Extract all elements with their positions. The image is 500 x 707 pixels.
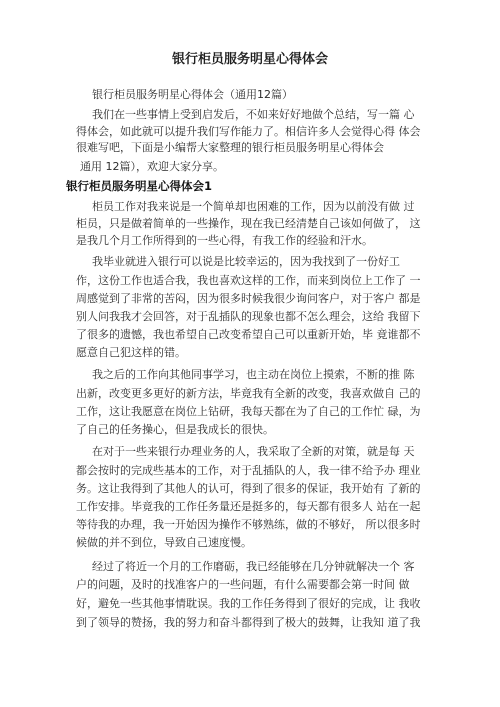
- intro-line: 我们在一些事情上受到启发后，不如来好好地做个总结，写一篇 心: [92, 108, 415, 121]
- paragraph-line: 工作，这让我愿意在岗位上钻研，我每天都在为了自己的工作忙 碌，为: [76, 405, 421, 418]
- intro-line: 得体会，如此就可以提升我们写作能力了。相信许多人会觉得心得 体会: [76, 125, 421, 138]
- paragraph-line: 是我几个月工作所得到的一些心得，有我工作的经验和汗水。: [76, 234, 373, 247]
- paragraph-line: 我毕业就进入银行可以说是比较幸运的，因为我找到了一份好工: [92, 255, 400, 268]
- paragraph-line: 到了领导的赞扬，我的努力和奋斗都得到了极大的鼓舞，让我知 道了我: [76, 616, 421, 629]
- document-subtitle: 银行柜员服务明星心得体会（通用12篇）: [92, 88, 293, 101]
- paragraph-line: 工作安排。毕竟我的工作任务量还是挺多的，每天都有很多人 站在一起: [76, 500, 421, 513]
- paragraph-line: 务。这让我得到了其他人的认可，得到了很多的保证，我开始有 了新的: [76, 482, 421, 495]
- paragraph-line: 我之后的工作向其他同事学习，也主动在岗位上摸索，不断的推 陈: [92, 368, 415, 381]
- paragraph-line: 周感觉到了非常的苦闷，因为很多时候我很少询问客户，对于客户 都是: [76, 292, 421, 305]
- paragraph-line: 别人问我我才会回答，对于乱插队的现象也都不怎么理会，这给 我留下: [76, 310, 421, 323]
- paragraph-line: 柜员工作对我来说是一个简单却也困难的工作，因为以前没有做 过: [92, 200, 415, 213]
- paragraph-line: 候做的并不到位，导致自己速度慢。: [76, 536, 252, 549]
- paragraph-line: 出新，改变更多更好的新方法，毕竟我有全新的改变，我喜欢做自 己的: [76, 387, 421, 400]
- paragraph-line: 愿意自己犯这样的错。: [76, 346, 186, 359]
- paragraph-line: 在对于一些来银行办理业务的人，我采取了全新的对策，就是每 天: [92, 445, 415, 458]
- paragraph-line: 了自己的任务操心，但是我成长的很快。: [76, 423, 274, 436]
- section-heading: 银行柜员服务明星心得体会1: [66, 179, 213, 193]
- paragraph-line: 都会按时的完成些基本的工作，对于乱插队的人，我一律不给予办 理业: [76, 464, 421, 477]
- paragraph-line: 了很多的遗憾，我也希望自己改变希望自己可以重新开始，毕 竟谁都不: [76, 328, 421, 341]
- paragraph-line: 经过了将近一个月的工作磨砺，我已经能够在几分钟就解决一个 客: [92, 560, 415, 573]
- paragraph-line: 户的问题，及时的找准客户的一些问题，有什么需要都会第一时间 做: [76, 578, 410, 591]
- paragraph-line: 作，这份工作也适合我，我也喜欢这样的工作，而来到岗位上工作了 一: [76, 274, 421, 287]
- document-title: 银行柜员服务明星心得体会: [171, 52, 328, 67]
- intro-line: 通用 12篇），欢迎大家分享。: [80, 160, 224, 173]
- intro-line: 很难写吧，下面是小编帮大家整理的银行柜员服务明星心得体会: [76, 141, 384, 154]
- paragraph-line: 柜员，只是做着简单的一些操作，现在我已经清楚自己该如何做了， 这: [76, 217, 421, 230]
- paragraph-line: 好，避免一些其他事情耽误。我的工作任务得到了很好的完成，让 我收: [76, 597, 421, 610]
- paragraph-line: 等待我的办理，我一开始因为操作不够熟练，做的不够好， 所以很多时: [76, 518, 421, 531]
